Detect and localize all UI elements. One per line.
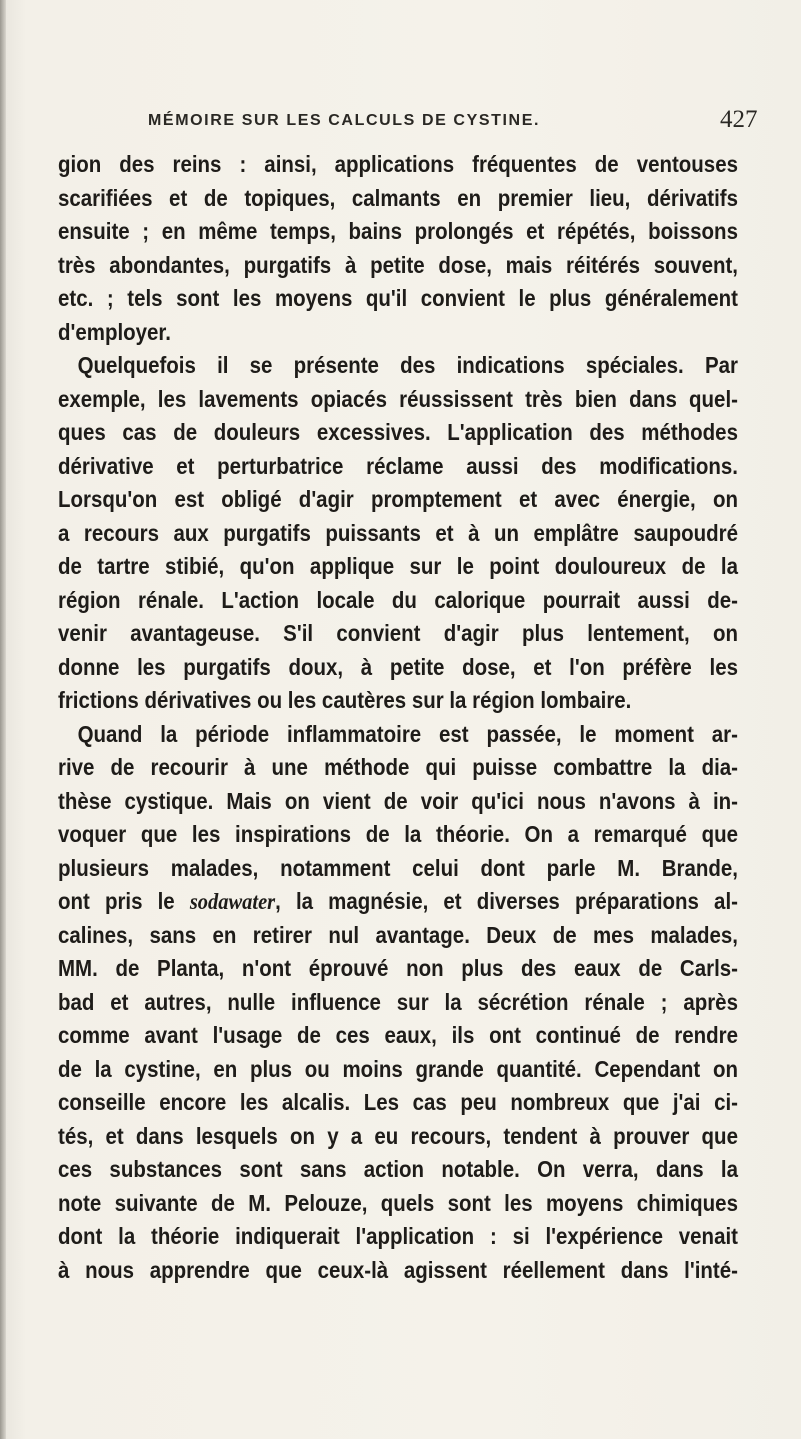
text-line: donne les purgatifs doux, à petite dose, et l'on préfère les — [58, 653, 738, 680]
text-line: ces substances sont sans action notable. On verra, dans la — [58, 1156, 738, 1182]
text-line-with-italic — [58, 885, 738, 919]
text-line: etc. ; tels sont les moyens qu'il convient le plus généralement — [58, 285, 738, 311]
text-line: à nous apprendre que ceux-là agissent réellement dans l'inté- — [58, 1256, 738, 1283]
text-line: comme avant l'usage de ces eaux, ils ont continué de rendre — [58, 1022, 738, 1048]
text-line: bad et autres, nulle influence sur la sécrétion rénale ; après — [58, 988, 738, 1015]
italic-term-sodawater: sodawater — [189, 889, 276, 914]
text-line: très abondantes, purgatifs à petite dose, mais réitérés souvent, — [58, 251, 738, 278]
text-line: thèse cystique. Mais on vient de voir qu'ici nous n'avons à in- — [58, 787, 738, 814]
text-line: de tartre stibié, qu'on applique sur le point douloureux de la — [58, 553, 738, 579]
text-line: tés, et dans lesquels on y a eu recours, tendent à prouver que — [58, 1122, 738, 1149]
text-line: d'employer. — [58, 318, 171, 345]
text-line: dérivative et perturbatrice réclame aussi des modifications. — [58, 452, 738, 479]
text-line: frictions dérivatives ou les cautères sur la région lombaire. — [58, 687, 632, 713]
text-line: ensuite ; en même temps, bains prolongés et répétés, boissons — [58, 218, 738, 244]
text-line: MM. de Planta, n'ont éprouvé non plus des eaux de Carls- — [58, 955, 738, 981]
text-line: Lorsqu'on est obligé d'agir promptement et avec énergie, on — [58, 486, 738, 512]
text-line: note suivante de M. Pelouze, quels sont les moyens chimiques — [58, 1189, 738, 1216]
text-line: plusieurs malades, notamment celui dont parle M. Brande, — [58, 854, 738, 881]
text-line: a recours aux purgatifs puissants et à un emplâtre saupoudré — [58, 519, 738, 546]
text-line: venir avantageuse. S'il convient d'agir plus lentement, on — [58, 620, 738, 646]
text-line: rive de recourir à une méthode qui puisse combattre la dia- — [58, 754, 738, 780]
text-line: de la cystine, en plus ou moins grande quantité. Cependant on — [58, 1055, 738, 1082]
body-text — [58, 148, 738, 1287]
text-line: exemple, les lavements opiacés réussissent très bien dans quel- — [58, 385, 738, 412]
running-head — [0, 108, 801, 136]
paragraph-2 — [58, 349, 738, 718]
line-end: , la magnésie, et diverses préparations al- — [275, 888, 738, 914]
text-line: dont la théorie indiquerait l'application : si l'expérience venait — [58, 1223, 738, 1249]
text-line: conseille encore les alcalis. Les cas peu nombreux que j'ai ci- — [58, 1089, 738, 1115]
binding-edge — [0, 0, 6, 1439]
text-line: Quand la période inflammatoire est passée, le moment ar- — [77, 720, 738, 747]
paragraph-3 — [58, 718, 738, 1288]
page-number: 427 — [720, 106, 758, 133]
text-line: région rénale. L'action locale du calorique pourrait aussi de- — [58, 586, 738, 613]
text-line: scarifiées et de topiques, calmants en premier lieu, dérivatifs — [58, 184, 738, 211]
text-line: Quelquefois il se présente des indications spéciales. Par — [77, 352, 738, 378]
text-line: gion des reins : ainsi, applications fréquentes de ventouses — [58, 151, 738, 177]
paragraph-1 — [58, 148, 738, 349]
running-head-title: MÉMOIRE SUR LES CALCULS DE CYSTINE. — [148, 112, 541, 129]
line-start: ont pris le — [58, 888, 190, 914]
text-line: ques cas de douleurs excessives. L'application des méthodes — [58, 419, 738, 445]
text-line: voquer que les inspirations de la théorie. On a remarqué que — [58, 821, 738, 847]
text-line: calines, sans en retirer nul avantage. Deux de mes malades, — [58, 921, 738, 948]
